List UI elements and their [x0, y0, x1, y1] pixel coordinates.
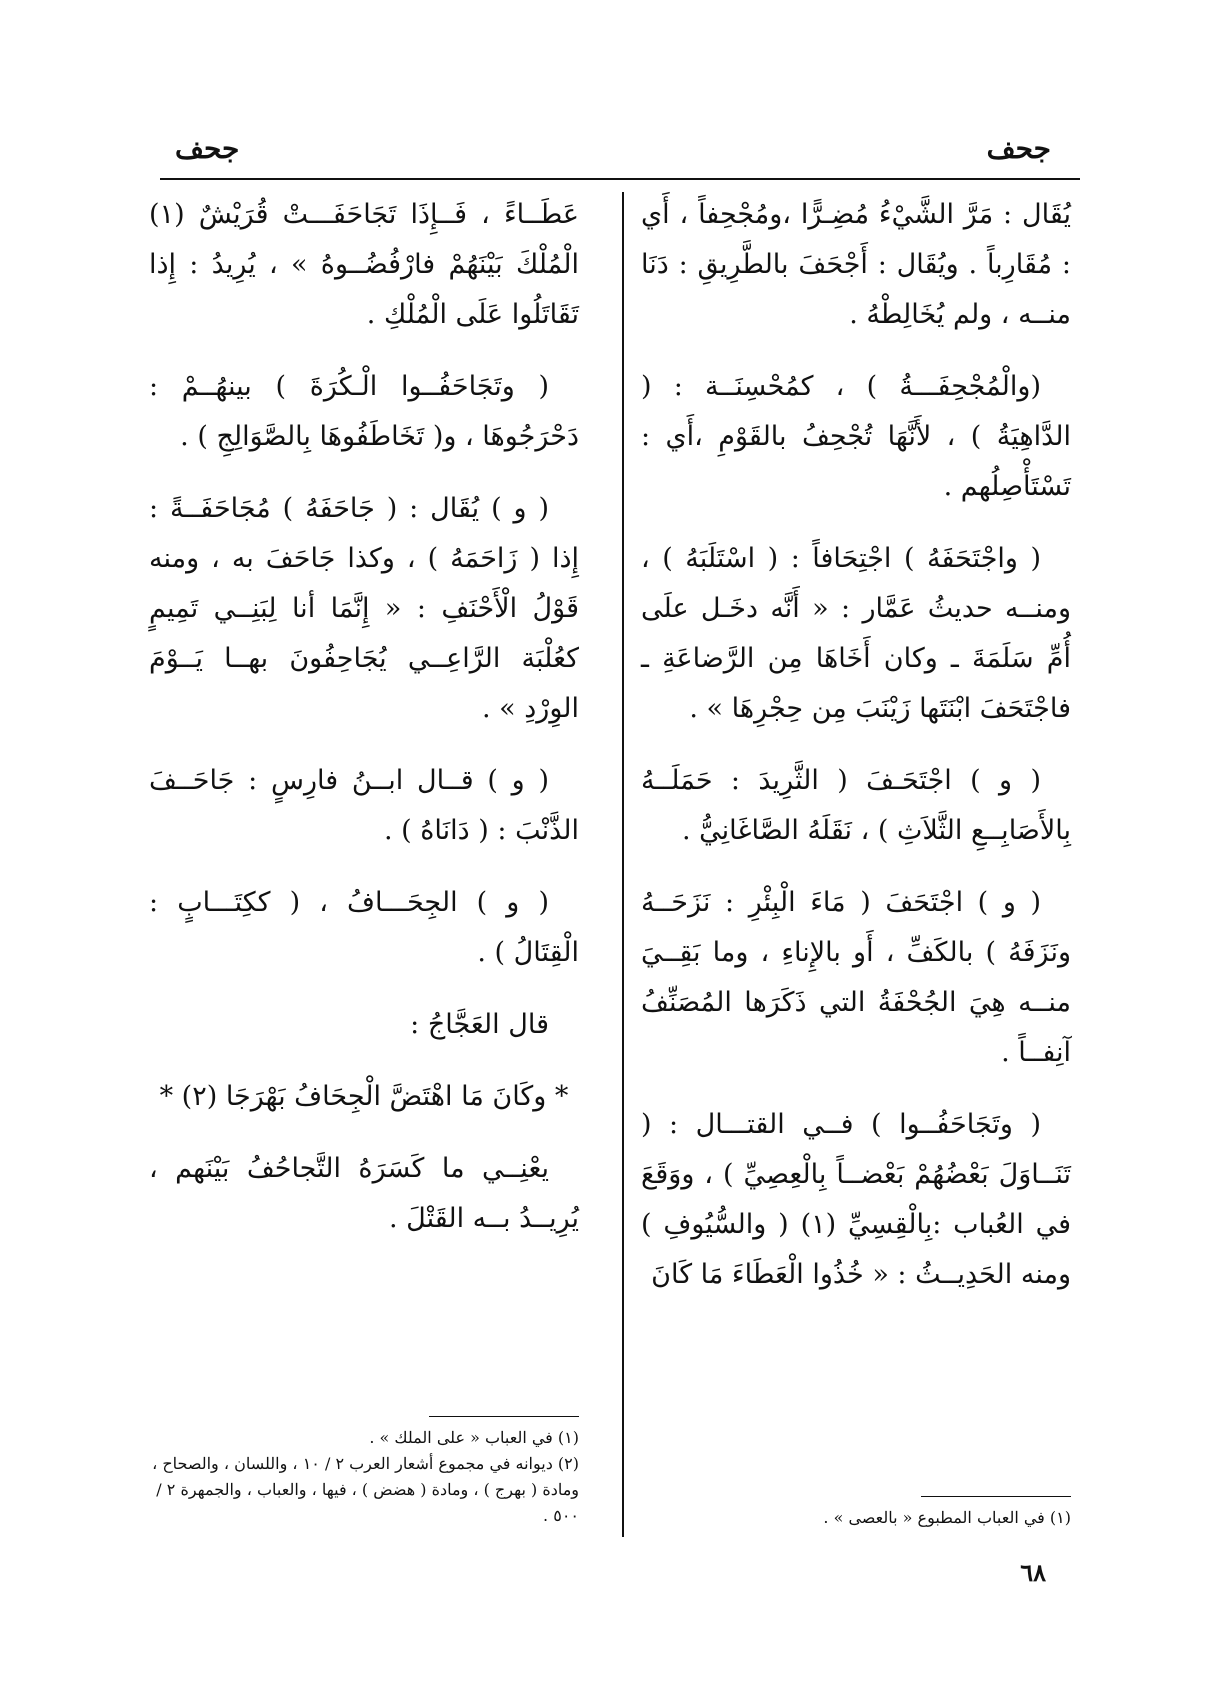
entry-paragraph: ( و ) قــال ابــنُ فارِسٍ : جَاحَــفَ الذَّنْبَ : ( دَانَاهُ ) . — [149, 765, 579, 846]
entry-paragraph: (والْمُجْحِفَـــةُ ) ، كمُحْسِنَــة : ( الدَّاهِيَةُ ) ، لأَنَّهَا تُجْحِفُ بالقَوْمِ ،أَي : تَسْتَأْصِلُهم . — [641, 371, 1071, 502]
verse-intro: قال العَجَّاجُ : — [410, 1009, 549, 1040]
running-header-left: جحف — [175, 132, 240, 165]
page-number: ٦٨ — [1020, 1558, 1046, 1587]
footnote: (٢) ديوانه في مجموع أشعار العرب ٢ / ١٠ ، واللسان ، والصحاح ، ومادة ( بهرج ) ، ومادة ( هضض ) ، فيها ، والعباب ، والجمهرة ٢ / ٥٠٠ . — [152, 1454, 579, 1525]
footnote-separator — [429, 1416, 579, 1417]
entry-paragraph: عَطَــاءً ، فَــإِذَا تَجَاحَفَـــتْ قُرَيْشٌ (١) الْمُلْكَ بَيْنَهُمْ فارْفُضُــوهُ » ، يُرِيدُ : إِذا تَقَاتَلُوا عَلَى الْمُلْكِ . — [149, 199, 579, 330]
right-column — [641, 190, 1071, 1322]
header-rule — [160, 178, 1080, 180]
entry-paragraph: ( و ) الجِحَـــافُ ، ( ككِتَـــابٍ : الْقِتَالُ ) . — [149, 887, 579, 968]
entry-paragraph: ( واجْتَحَفَهُ ) اجْتِحَافاً : ( اسْتَلَبَهُ ) ، ومنــه حديثُ عَمَّار : « أَنَّه دخَـل علَى أُمِّ سَلَمَةَ ـ وكان أَخَاهَا مِن الرَّضاعَةِ ـ فاجْتَحَفَ ابْنَتَها زَيْنَبَ مِن حِجْرِهَا » . — [641, 543, 1071, 724]
entry-paragraph: ( وتَجَاحَفُــوا الْـكُرَةَ ) بينهُــمْ : دَحْرَجُوهَا ، و( تَخَاطَفُوهَا بِالصَّوَالِجِ ) . — [149, 371, 579, 452]
left-column — [149, 190, 579, 1266]
entry-paragraph: يعْنِــي ما كَسَرَهُ التَّجاحُفُ بَيْنَهم ، يُرِيــدُ بــه القَتْلَ . — [149, 1153, 579, 1234]
footnote-separator — [921, 1496, 1071, 1497]
verse-line: * وكَانَ مَا اهْتَضَّ الْجِحَافُ بَهْرَجَا (٢) * — [159, 1081, 569, 1112]
left-footnotes — [149, 1410, 579, 1529]
footnote: (١) في العباب « على الملك » . — [369, 1428, 579, 1447]
entry-paragraph: ( و ) اجْتَحَفَ ( مَاءَ الْبِئْرِ : نَزَحَــهُ ونَزَفَهُ ) بالكَفِّ ، أَو بالإِناءِ ، وما بَقِــيَ منــه هِيَ الجُحْفَةُ التي ذَكَرَها المُصَنِّفُ آنِفــاً . — [641, 887, 1071, 1068]
column-divider — [622, 192, 624, 1537]
entry-paragraph: ( و ) اجْتَحَـفَ ( الثَّرِيدَ : حَمَلَــهُ بِالأَصَابِــعِ الثَّلاَثِ ) ، نَقَلَهُ الصَّاغَانِيُّ . — [641, 765, 1071, 846]
running-header-right: جحف — [986, 132, 1051, 165]
entry-paragraph: يُقَال : مَرَّ الشَّيْءُ مُضِـرًّا ،ومُجْحِفاً ، أَي : مُقَارِباً . ويُقَال : أَجْحَفَ بالطَّرِيقِ : دَنَا منــه ، ولم يُخَالِطْهُ . — [641, 199, 1071, 330]
entry-paragraph: ( و ) يُقَال : ( جَاحَفَهُ ) مُجَاحَفَــةً : إِذا ( زَاحَمَهُ ) ، وكذا جَاحَفَ به ، ومنه قَوْلُ الْأَحْنَفِ : « إِنَّمَا أنا لِبَنِــي تَمِيمٍ كعُلْبَة الرَّاعِــي يُجَاحِفُونَ بهــا يَــوْمَ الوِرْدِ » . — [149, 493, 579, 724]
footnote: (١) في العباب المطبوع « بالعصى » . — [823, 1508, 1071, 1527]
right-footnotes — [641, 1490, 1071, 1531]
entry-paragraph: ( وتَجَاحَفُــوا ) فــي القتـــال : ( تَنَــاوَلَ بَعْضُهُمْ بَعْضــاً بِالْعِصِيِّ ) ، ووَقَعَ في العُباب :بِالْقِسِيِّ (١) ( والسُّيُوفِ ) ومنه الحَدِيــثُ : « خُذُوا الْعَطَاءَ مَا كَانَ — [641, 1109, 1071, 1290]
